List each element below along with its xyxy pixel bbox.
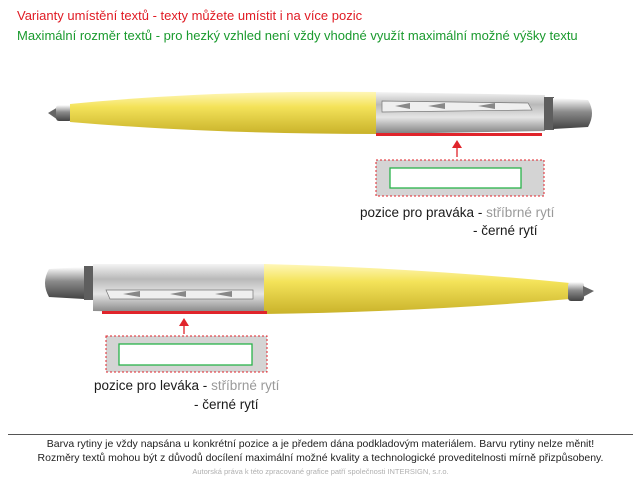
arrow-up-icon: [179, 318, 189, 334]
footer-copyright: Autorská práva k této zpracované grafice patří společnosti INTERSIGN, s.r.o.: [192, 467, 449, 476]
pen-right-hand: [48, 92, 592, 196]
engraving-marker-left: [102, 311, 267, 314]
left-hand-black: - černé rytí: [194, 397, 259, 412]
right-hand-silver: stříbrné rytí: [486, 205, 555, 220]
footer-note-size: Rozměry textů mohou být z důvodů docílení maximální možné kvality a technologické proveditelnosti mírně přizpůsobeny.: [37, 452, 604, 464]
pen-tip: [583, 286, 594, 297]
engraving-marker-right: [376, 133, 542, 136]
engraving-text-area: [119, 344, 252, 365]
footer-divider: [8, 434, 633, 435]
left-hand-prefix: pozice pro leváka -: [94, 378, 212, 393]
header-line-red: Varianty umístění textů - texty můžete umístit i na více pozic: [17, 8, 363, 23]
left-hand-silver: stříbrné rytí: [211, 378, 280, 393]
right-hand-black: - černé rytí: [473, 223, 538, 238]
right-hand-prefix: pozice pro praváka -: [360, 205, 487, 220]
header-line-green: Maximální rozměr textů - pro hezký vzhled není vždy vhodné využít maximální možné výšky textu: [17, 28, 578, 43]
left-hand-label: [94, 378, 279, 393]
pen-steel-cap: [376, 92, 545, 134]
pen-steel-cap: [93, 264, 266, 314]
right-hand-label: [360, 205, 554, 220]
pen-end-cap: [553, 98, 592, 129]
pen-barrel-yellow: [264, 264, 570, 314]
engraving-text-area: [390, 168, 521, 188]
footer-note-color: Barva rytiny je vždy napsána u konkrétní pozice a je předem dána podkladovým materiálem. Barvu rytiny nelze měnit!: [46, 438, 595, 450]
pen-end-cap: [45, 267, 84, 299]
pen-left-hand: [45, 264, 594, 372]
arrow-up-icon: [452, 140, 462, 157]
pen-barrel-yellow: [70, 92, 378, 134]
